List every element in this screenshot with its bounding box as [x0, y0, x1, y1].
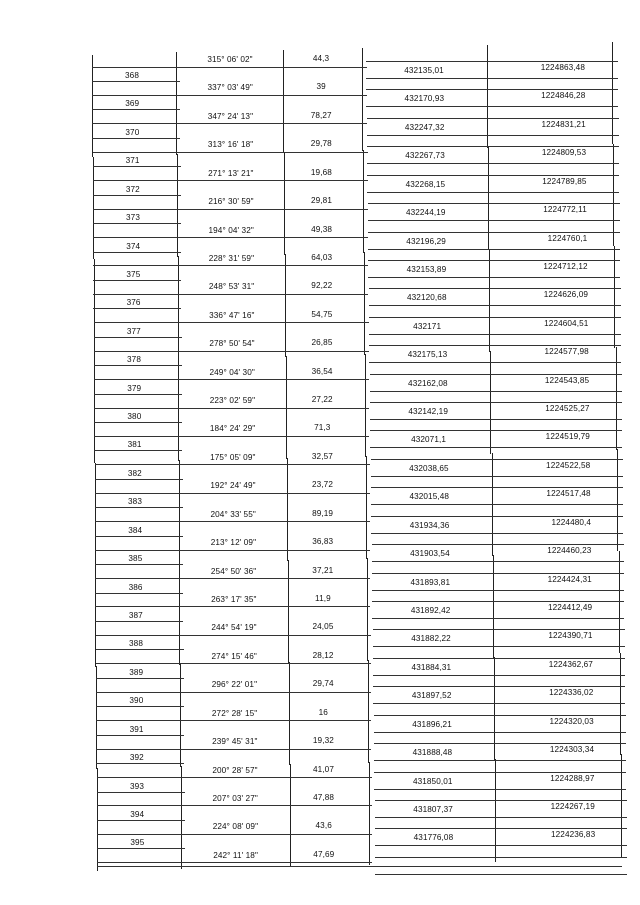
point-number: 381: [127, 440, 142, 450]
point-y-coordinate: 1224543,85: [544, 375, 590, 385]
column-line: [367, 558, 368, 661]
point-number: 380: [127, 412, 142, 422]
point-number: 373: [126, 213, 140, 223]
column-line: [290, 764, 291, 867]
row-line: [97, 866, 622, 867]
point-x-coordinate: 432120,68: [406, 293, 447, 303]
point-x-coordinate: 431934,36: [409, 520, 450, 530]
row-line: [366, 78, 618, 79]
column-line: [287, 458, 288, 561]
column-line: [288, 560, 289, 663]
row-line: [367, 192, 619, 193]
row-line: [96, 720, 371, 721]
column-line: [94, 259, 95, 361]
segment-angle: 272° 28' 15": [211, 708, 258, 718]
row-line: [96, 735, 184, 736]
segment-distance: 78,27: [310, 110, 332, 120]
column-line: [179, 460, 180, 563]
column-line: [283, 50, 284, 153]
segment-distance: 54,75: [311, 309, 333, 319]
point-x-coordinate: 432175,13: [407, 350, 448, 360]
segment-angle: 207° 03' 27": [212, 793, 258, 803]
point-y-coordinate: 1224336,02: [549, 688, 594, 698]
column-line: [181, 766, 182, 869]
column-line: [285, 254, 286, 357]
segment-angle: 224° 08' 09": [212, 822, 259, 832]
row-line: [372, 590, 624, 591]
point-number: 370: [125, 127, 140, 137]
row-line: [366, 61, 618, 62]
row-line: [367, 175, 619, 176]
row-line: [375, 845, 627, 846]
point-y-coordinate: 1224831,21: [541, 119, 586, 129]
point-number: 388: [129, 639, 143, 649]
segment-angle: 315° 06' 02": [207, 55, 253, 64]
row-line: [371, 487, 623, 488]
column-line: [95, 564, 96, 666]
column-line: [621, 754, 622, 856]
row-line: [375, 874, 627, 875]
row-line: [366, 89, 618, 90]
segment-distance: 64,03: [311, 252, 333, 262]
row-line: [95, 507, 183, 508]
row-line: [92, 81, 180, 82]
segment-angle: 336° 47' 16": [209, 310, 255, 320]
segment-angle: 271° 13' 21": [208, 168, 254, 178]
point-y-coordinate: 1224303,34: [549, 745, 595, 755]
point-number: 376: [126, 298, 141, 308]
segment-angle: 254° 50' 36": [210, 566, 257, 576]
row-line: [371, 533, 623, 534]
row-line: [96, 706, 184, 707]
row-line: [369, 334, 621, 335]
row-line: [97, 777, 372, 778]
row-line: [96, 635, 371, 636]
row-line: [370, 419, 622, 420]
point-y-coordinate: 1224772,11: [543, 205, 587, 215]
column-line: [94, 361, 95, 463]
point-number: 386: [128, 582, 143, 592]
point-number: 392: [129, 753, 144, 763]
point-x-coordinate: 431884,31: [411, 662, 452, 672]
column-line: [178, 256, 179, 359]
row-line: [374, 760, 626, 761]
point-number: 385: [128, 554, 143, 564]
segment-angle: 347° 24' 13": [207, 111, 254, 121]
row-line: [95, 493, 370, 494]
row-line: [369, 288, 621, 289]
row-line: [373, 703, 625, 704]
row-line: [94, 408, 369, 409]
point-number: 375: [126, 269, 141, 279]
row-line: [372, 618, 624, 619]
segment-distance: 49,38: [311, 224, 333, 234]
row-line: [97, 834, 372, 835]
row-line: [374, 732, 626, 733]
point-y-coordinate: 1224846,28: [541, 91, 586, 101]
segment-angle: 248° 53' 31": [208, 282, 255, 292]
point-x-coordinate: 432015,48: [409, 492, 450, 502]
point-y-coordinate: 1224517,48: [546, 489, 591, 499]
segment-distance: 23,72: [312, 480, 333, 490]
row-line: [95, 606, 370, 607]
point-x-coordinate: 432171: [413, 321, 442, 331]
point-y-coordinate: 1224626,09: [543, 290, 589, 300]
row-line: [97, 848, 185, 849]
point-y-coordinate: 1224480,4: [551, 517, 592, 527]
row-line: [368, 260, 620, 261]
row-line: [95, 536, 183, 537]
point-x-coordinate: 431850,01: [412, 776, 453, 786]
segment-distance: 89,19: [312, 508, 334, 518]
row-line: [373, 646, 625, 647]
point-number: 383: [128, 497, 142, 507]
point-number: 382: [127, 468, 142, 478]
point-x-coordinate: 432244,19: [405, 208, 446, 218]
row-line: [370, 374, 622, 375]
row-line: [96, 649, 184, 650]
row-line: [368, 249, 620, 250]
point-x-coordinate: 432162,08: [408, 378, 448, 388]
row-line: [369, 317, 621, 318]
segment-distance: 36,54: [311, 366, 333, 376]
row-line: [367, 135, 619, 136]
row-line: [92, 123, 367, 124]
row-line: [367, 163, 619, 164]
column-line: [489, 249, 490, 352]
row-line: [94, 450, 182, 451]
row-line: [93, 308, 181, 309]
point-x-coordinate: 432268,15: [405, 179, 446, 189]
point-number: 391: [129, 724, 144, 734]
point-x-coordinate: 432135,01: [404, 66, 444, 75]
column-line: [92, 55, 93, 157]
point-y-coordinate: 1224424,31: [547, 574, 592, 584]
row-line: [97, 820, 185, 821]
row-line: [373, 675, 625, 676]
point-x-coordinate: 431807,37: [413, 804, 453, 814]
point-y-coordinate: 1224519,79: [545, 432, 590, 442]
point-number: 377: [126, 326, 141, 336]
point-number: 371: [125, 156, 140, 166]
row-line: [375, 800, 627, 801]
point-y-coordinate: 1224412,49: [547, 602, 593, 612]
column-line: [177, 154, 178, 257]
row-line: [373, 629, 625, 630]
segment-distance: 16: [318, 707, 328, 717]
point-number: 393: [130, 781, 144, 791]
segment-distance: 39: [316, 82, 326, 92]
segment-distance: 41,07: [313, 764, 334, 774]
row-line: [373, 658, 625, 659]
row-line: [374, 743, 626, 744]
row-line: [370, 430, 622, 431]
row-line: [95, 479, 183, 480]
point-y-coordinate: 1224460,23: [547, 546, 592, 556]
point-y-coordinate: 1224712,12: [543, 261, 588, 271]
point-number: 378: [127, 355, 141, 365]
segment-distance: 47,88: [313, 792, 335, 802]
segment-angle: 263° 17' 35": [211, 594, 257, 604]
row-line: [370, 391, 622, 392]
point-number: 395: [130, 838, 145, 848]
row-line: [366, 106, 618, 107]
segment-distance: 11,9: [315, 593, 331, 603]
point-y-coordinate: 1224789,85: [542, 176, 587, 186]
segment-angle: 274° 15' 46": [211, 651, 257, 661]
row-line: [371, 516, 623, 517]
point-y-coordinate: 1224522,58: [546, 460, 591, 470]
point-y-coordinate: 1224236,83: [550, 830, 596, 840]
row-line: [374, 715, 626, 716]
row-line: [367, 118, 619, 119]
segment-distance: 71,3: [314, 423, 331, 433]
row-line: [94, 436, 369, 437]
column-line: [180, 664, 181, 767]
row-line: [368, 220, 620, 221]
point-number: 389: [129, 667, 144, 677]
column-line: [494, 657, 495, 760]
point-number: 379: [127, 383, 142, 393]
row-line: [93, 195, 181, 196]
row-line: [93, 294, 368, 295]
row-line: [95, 578, 370, 579]
point-x-coordinate: 432196,29: [406, 236, 446, 246]
row-line: [95, 621, 183, 622]
row-line: [368, 277, 620, 278]
row-line: [94, 422, 182, 423]
row-line: [93, 166, 181, 167]
column-line: [612, 42, 613, 144]
point-y-coordinate: 1224604,51: [544, 318, 589, 328]
point-y-coordinate: 1224288,97: [550, 773, 595, 783]
row-line: [92, 138, 180, 139]
segment-angle: 175° 05' 09": [210, 452, 256, 462]
point-y-coordinate: 1224362,67: [548, 659, 593, 669]
segment-angle: 213° 12' 09": [210, 538, 257, 548]
row-line: [96, 692, 371, 693]
point-x-coordinate: 431903,54: [410, 549, 450, 559]
row-line: [95, 550, 370, 551]
column-line: [366, 456, 367, 559]
point-y-coordinate: 1224525,27: [545, 404, 590, 414]
point-y-coordinate: 1224809,53: [541, 148, 587, 158]
point-y-coordinate: 1224320,03: [549, 716, 594, 726]
column-line: [617, 449, 618, 551]
row-line: [94, 394, 182, 395]
point-y-coordinate: 1224267,19: [550, 801, 595, 811]
row-line: [372, 573, 624, 574]
row-line: [97, 805, 372, 806]
row-line: [370, 447, 622, 448]
segment-angle: 204° 33' 55": [210, 509, 256, 519]
point-number: 369: [125, 99, 140, 109]
row-line: [93, 252, 181, 253]
column-line: [364, 252, 365, 355]
point-y-coordinate: 1224760,1: [547, 233, 588, 243]
row-line: [93, 152, 368, 153]
segment-angle: 192° 24' 49": [210, 481, 256, 491]
segment-distance: 29,78: [310, 139, 332, 149]
segment-distance: 29,81: [311, 196, 332, 206]
point-number: 384: [128, 525, 143, 535]
segment-angle: 216° 30' 59": [208, 197, 254, 207]
segment-angle: 194° 04' 32": [208, 225, 254, 235]
row-line: [94, 322, 369, 323]
segment-distance: 43,6: [315, 821, 332, 831]
segment-distance: 19,68: [310, 167, 332, 177]
point-number: 368: [125, 71, 139, 80]
row-line: [93, 280, 181, 281]
row-line: [95, 593, 183, 594]
segment-distance: 36,83: [312, 537, 334, 547]
column-line: [368, 660, 369, 763]
point-x-coordinate: 431882,22: [411, 634, 451, 644]
row-line: [372, 544, 624, 545]
segment-distance: 37,21: [312, 565, 334, 575]
row-line: [93, 180, 368, 181]
row-line: [96, 763, 184, 764]
point-number: 372: [125, 184, 140, 194]
row-line: [94, 365, 182, 366]
point-x-coordinate: 432071,1: [411, 435, 447, 445]
segment-angle: 200° 28' 57": [212, 765, 258, 775]
segment-angle: 184° 24' 29": [209, 424, 256, 434]
row-line: [375, 828, 627, 829]
row-line: [92, 67, 367, 68]
point-y-coordinate: 1224577,98: [544, 347, 589, 357]
row-line: [92, 109, 180, 110]
point-number: 374: [126, 241, 141, 251]
segment-angle: 244° 54' 19": [211, 623, 257, 633]
point-y-coordinate: 1224390,71: [548, 631, 593, 641]
column-line: [284, 152, 285, 255]
row-line: [93, 237, 368, 238]
point-number: 394: [130, 809, 145, 819]
point-x-coordinate: 432038,65: [409, 463, 449, 473]
column-line: [493, 555, 494, 658]
row-line: [375, 857, 627, 858]
point-x-coordinate: 432170,93: [404, 94, 445, 104]
segment-angle: 228° 31' 59": [208, 253, 255, 263]
segment-angle: 249° 04' 30": [209, 367, 255, 377]
row-line: [95, 521, 370, 522]
point-x-coordinate: 431888,48: [412, 748, 453, 758]
point-x-coordinate: 431896,21: [412, 719, 452, 729]
row-line: [372, 561, 624, 562]
point-x-coordinate: 432153,89: [406, 264, 447, 274]
point-x-coordinate: 431893,81: [410, 577, 451, 587]
row-line: [94, 351, 369, 352]
row-line: [96, 678, 184, 679]
column-line: [96, 666, 97, 768]
row-line: [94, 379, 369, 380]
row-line: [92, 95, 367, 96]
segment-distance: 26,85: [311, 338, 333, 348]
row-line: [97, 862, 372, 863]
segment-distance: 29,74: [312, 679, 334, 689]
row-line: [374, 772, 626, 773]
row-line: [96, 663, 371, 664]
row-line: [368, 203, 620, 204]
row-line: [371, 504, 623, 505]
row-line: [369, 345, 621, 346]
segment-distance: 92,22: [311, 281, 333, 291]
row-line: [94, 337, 182, 338]
column-line: [365, 354, 366, 457]
segment-angle: 242° 11' 18": [213, 850, 258, 860]
row-line: [371, 459, 623, 460]
segment-distance: 32,57: [311, 451, 333, 461]
segment-angle: 278° 50' 54": [209, 339, 255, 349]
segment-distance: 44,3: [312, 54, 330, 63]
column-line: [362, 48, 363, 151]
row-line: [93, 209, 368, 210]
row-line: [375, 817, 627, 818]
row-line: [373, 686, 625, 687]
segment-distance: 28,12: [312, 650, 334, 660]
row-line: [96, 749, 371, 750]
segment-distance: 24,05: [312, 622, 334, 632]
point-x-coordinate: 432267,73: [405, 151, 445, 161]
column-line: [178, 358, 179, 461]
point-y-coordinate: 1224863,48: [540, 63, 585, 72]
row-line: [369, 362, 621, 363]
point-x-coordinate: 432142,19: [408, 407, 448, 417]
row-line: [371, 476, 623, 477]
row-line: [93, 265, 368, 266]
row-line: [372, 601, 624, 602]
point-x-coordinate: 432247,32: [404, 122, 445, 132]
row-line: [97, 792, 185, 793]
segment-distance: 27,22: [311, 395, 333, 405]
row-line: [374, 789, 626, 790]
row-line: [369, 305, 621, 306]
segment-angle: 337° 03' 49": [207, 83, 253, 93]
segment-angle: 313° 16' 18": [207, 140, 254, 150]
row-line: [93, 223, 181, 224]
segment-distance: 19,32: [312, 736, 334, 746]
segment-angle: 296° 22' 01": [211, 680, 258, 690]
point-number: 387: [128, 610, 143, 620]
point-x-coordinate: 431776,08: [413, 833, 454, 843]
segment-distance: 47,69: [313, 849, 335, 859]
row-line: [95, 464, 370, 465]
row-line: [95, 564, 183, 565]
segment-angle: 239° 45' 31": [212, 737, 258, 747]
point-x-coordinate: 431892,42: [410, 605, 451, 615]
row-line: [370, 402, 622, 403]
point-x-coordinate: 431897,52: [411, 691, 452, 701]
row-line: [367, 146, 619, 147]
segment-angle: 223° 02' 59": [209, 396, 256, 406]
row-line: [368, 232, 620, 233]
point-number: 390: [129, 696, 144, 706]
